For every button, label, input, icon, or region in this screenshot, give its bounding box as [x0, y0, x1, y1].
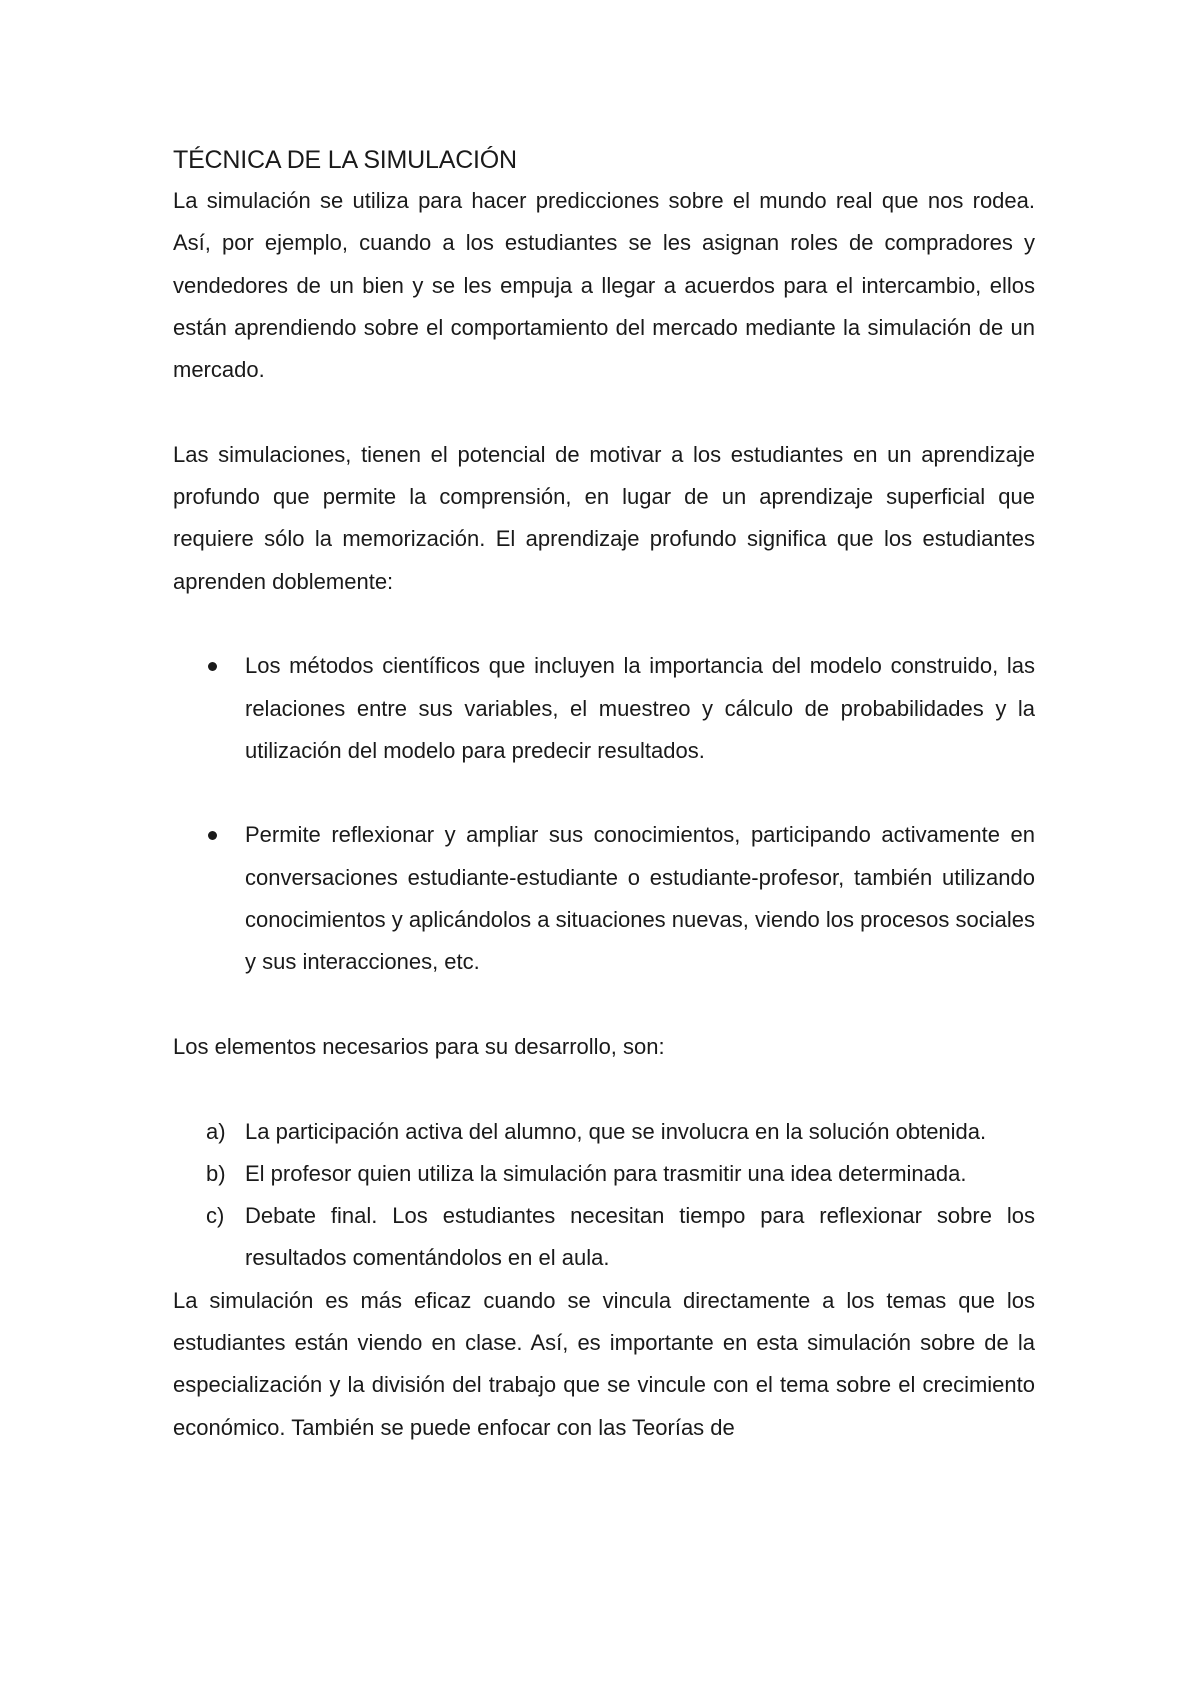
list-marker: c): [206, 1203, 225, 1229]
document-page: [173, 140, 1035, 1449]
paragraph-potential: Las simulaciones, tienen el potencial de motivar a los estudiantes en un aprendizaje profundo que permite la comprensión, en lugar de un aprendizaje superficial que requiere sólo la memorización. El aprendizaje profundo significa que los estudiantes aprenden doblemente:: [173, 441, 1035, 594]
bullet-item: [173, 645, 1035, 772]
paragraph-intro: La simulación se utiliza para hacer predicciones sobre el mundo real que nos rodea. Así, por ejemplo, cuando a los estudiantes se les asignan roles de compradores y vendedores de un bien y se les empuja a llegar a acuerdos para el intercambio, ellos están aprendiendo sobre el comportamiento del mercado mediante la simulación de un mercado.: [173, 188, 1035, 383]
blank-line: [173, 391, 1035, 433]
paragraph-effectiveness: La simulación es más eficaz cuando se vincula directamente a los temas que los estudiantes están viendo en clase. Así, es importante en esta simulación sobre de la especialización y la división del trabajo que se vincule con el tema sobre el crecimiento económico. También se puede enfocar con las Teorías de: [173, 1287, 1035, 1440]
lettered-item: [173, 1153, 1035, 1195]
blank-line: [173, 984, 1035, 1026]
bullet-icon: [208, 831, 217, 840]
blank-line: [173, 603, 1035, 645]
lettered-text: El profesor quien utiliza la simulación para trasmitir una idea determinada.: [245, 1160, 967, 1186]
paragraph-elements: Los elementos necesarios para su desarrollo, son:: [173, 1033, 665, 1059]
blank-line: [173, 1068, 1035, 1110]
lettered-item: [173, 1111, 1035, 1153]
lettered-text: La participación activa del alumno, que se involucra en la solución obtenida.: [245, 1118, 987, 1144]
bullet-list: [173, 645, 1035, 983]
lettered-list: [173, 1111, 1035, 1280]
bullet-text: Los métodos científicos que incluyen la importancia del modelo construido, las relaciones entre sus variables, el muestreo y cálculo de probabilidades y la utilización del modelo para predecir resultados.: [245, 653, 1035, 763]
lettered-item: [173, 1195, 1035, 1280]
lettered-text: Debate final. Los estudiantes necesitan tiempo para reflexionar sobre los resultados comentándolos en el aula.: [245, 1203, 1035, 1271]
blank-line: [173, 772, 1035, 814]
list-marker: a): [206, 1118, 226, 1144]
document-title: TÉCNICA DE LA SIMULACIÓN: [173, 146, 517, 174]
bullet-text: Permite reflexionar y ampliar sus conocimientos, participando activamente en conversaciones estudiante-estudiante o estudiante-profesor, también utilizando conocimientos y aplicándolos a situaciones nuevas, viendo los procesos sociales y sus interacciones, etc.: [245, 822, 1036, 975]
list-marker: b): [206, 1160, 226, 1186]
bullet-item: [173, 814, 1035, 983]
bullet-icon: [208, 662, 217, 671]
